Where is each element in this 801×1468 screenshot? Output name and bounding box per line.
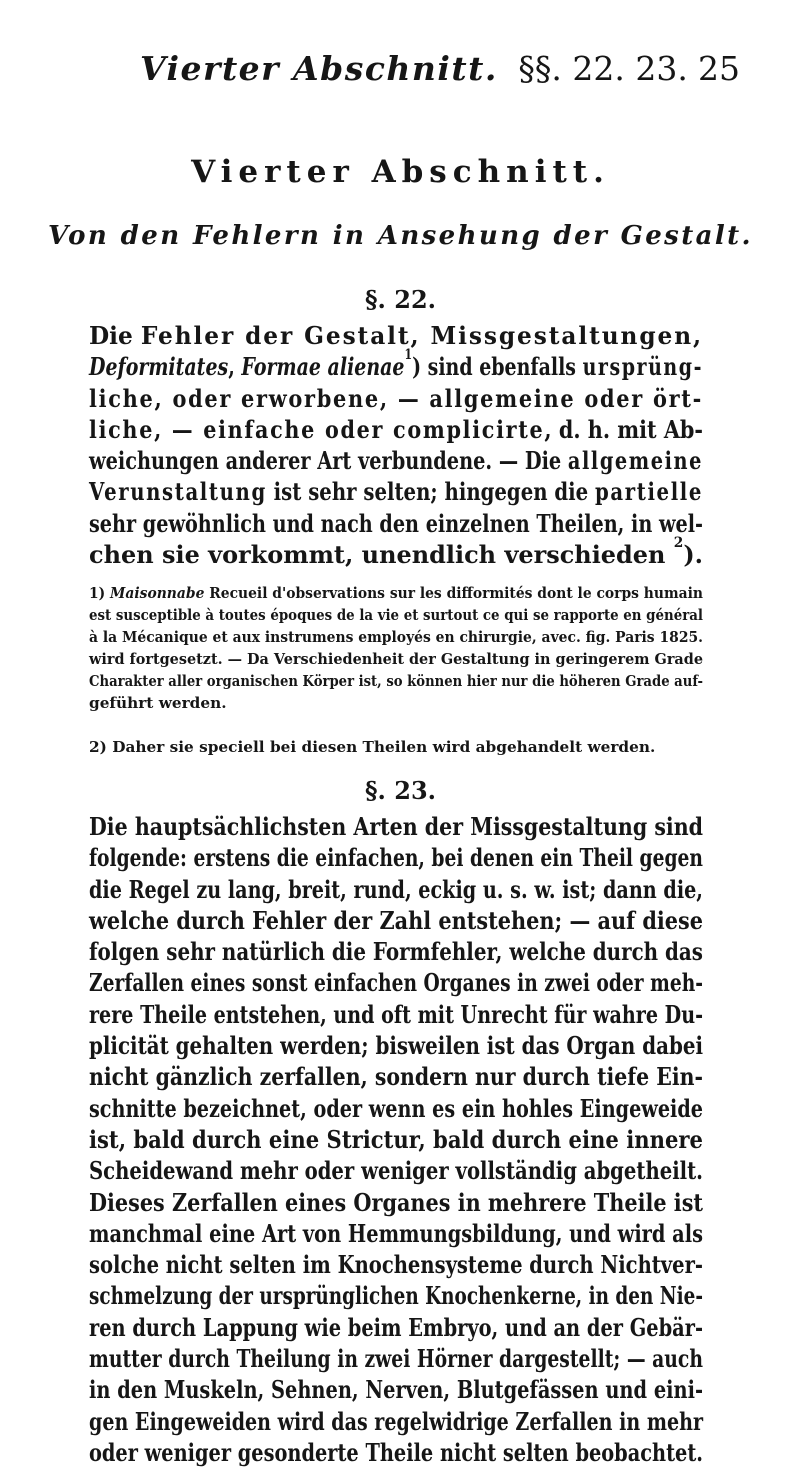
- paragraph-line: Scheidewand mehr oder weniger vollständig abgetheilt.: [89, 1156, 703, 1186]
- paragraph-line: ist, bald durch eine Strictur, bald durch eine innere: [89, 1124, 703, 1154]
- footnote-line: Charakter aller organischen Körper ist, so können hier nur die höheren Grade auf-: [89, 672, 703, 690]
- text-run: ).: [683, 540, 703, 570]
- paragraph-line: solche nicht selten im Knochensysteme durch Nichtver-: [89, 1250, 703, 1280]
- chapter-subtitle: Von den Fehlern in Ansehung der Gestalt.: [48, 221, 753, 251]
- footnote-line: [89, 582, 703, 604]
- paragraph-line: ren durch Lappung wie beim Embryo, und an der Gebär-: [89, 1312, 703, 1342]
- paragraph-line: folgende: erstens die einfachen, bei denen ein Theil gegen: [89, 843, 703, 873]
- text-run: ,: [228, 352, 242, 382]
- paragraph-line: die Regel zu lang, breit, rund, eckig u. s. w. ist; dann die,: [89, 874, 703, 904]
- emphasis-term: ursprüng-: [582, 352, 703, 382]
- paragraph-line: liche, oder erworbene, — allgemeine oder ört-: [89, 383, 703, 413]
- paragraph-line: in den Muskeln, Sehnen, Nerven, Blutgefässen und eini-: [89, 1375, 703, 1405]
- italic-term: Deformitates: [89, 352, 229, 382]
- footnote-line: geführt werden.: [89, 694, 227, 712]
- paragraph-line: [89, 476, 703, 507]
- emphasis-term: Verunstaltung: [89, 477, 267, 507]
- footnote-1: [89, 582, 703, 714]
- author-name: Maisonnabe: [110, 584, 205, 602]
- footnote-line: est susceptible à toutes époques de la vie et surtout ce qui se rapporte en général: [89, 606, 703, 624]
- paragraph-line: schmelzung der ursprünglichen Knochenkerne, in den Nie-: [89, 1281, 703, 1311]
- section-22-heading: §. 22.: [364, 285, 436, 314]
- paragraph-line: manchmal eine Art von Hemmungsbildung, und wird als: [89, 1218, 703, 1248]
- paragraph-line: Die hauptsächlichsten Arten der Missgestaltung sind: [89, 812, 703, 841]
- running-head-title: Vierter Abschnitt.: [140, 49, 498, 88]
- footnote-ref: 1: [404, 347, 413, 364]
- running-head-sections: §§. 22. 23.: [518, 49, 688, 88]
- page-number: 25: [698, 49, 740, 88]
- paragraph-line: sehr gewöhnlich und nach den einzelnen Theilen, in wel-: [89, 508, 703, 538]
- footnote-line: 2) Daher sie speciell bei diesen Theilen wird abgehandelt werden.: [89, 738, 656, 756]
- text-run: ) sind ebenfalls: [412, 352, 583, 382]
- footnote-line: à la Mécanique et aux instrumens employés en chirurgie, avec. fig. Paris 1825.: [89, 628, 703, 646]
- paragraph-line: [89, 414, 703, 445]
- paragraph-line: schnitte bezeichnet, oder wenn es ein hohles Eingeweide: [89, 1093, 703, 1123]
- running-head: [140, 44, 740, 94]
- text-run: Die: [89, 321, 141, 350]
- text-run: chen sie vorkommt, unendlich verschieden: [89, 540, 674, 570]
- paragraph-line: welche durch Fehler der Zahl entstehen; — auf diese: [89, 905, 703, 935]
- italic-term: Formae alienae: [241, 352, 405, 382]
- emphasis-term: allgemeine: [567, 446, 703, 476]
- paragraph-line: mutter durch Theilung in zwei Hörner dargestellt; — auch: [89, 1344, 703, 1374]
- paragraph-line: rere Theile entstehen, und oft mit Unrecht für wahre Du-: [89, 999, 703, 1029]
- paragraph-line: Dieses Zerfallen eines Organes in mehrere Theile ist: [89, 1187, 703, 1217]
- paragraph-line: plicität gehalten werden; bisweilen ist das Organ dabei: [89, 1031, 703, 1061]
- paragraph-line: Zerfallen eines sonst einfachen Organes in zwei oder meh-: [89, 968, 703, 998]
- paragraph-line: [89, 535, 703, 570]
- paragraph-line: oder weniger gesonderte Theile nicht selten beobachtet.: [89, 1437, 703, 1467]
- text-run: weichungen anderer Art verbundene. — Die: [89, 446, 568, 476]
- footnote-ref: 2: [673, 535, 684, 552]
- emphasis-term: liche, — einfache oder complicirte: [89, 414, 545, 444]
- emphasis-term: partielle: [595, 477, 703, 507]
- footnote-line: wird fortgesetzt. — Da Verschiedenheit der Gestaltung in geringerem Grade: [89, 650, 703, 668]
- paragraph-line: gen Eingeweiden wird das regelwidrige Zerfallen in mehr: [89, 1406, 703, 1436]
- text-run: 1): [89, 584, 111, 602]
- section-22-paragraph: [89, 320, 703, 570]
- footnote-2: [89, 736, 703, 758]
- text-run: Recueil d'observations sur les difformités dont le corps humain: [204, 584, 703, 602]
- emphasis-term: Fehler der Gestalt, Missgestaltungen,: [140, 321, 703, 350]
- chapter-title: Vierter Abschnitt.: [191, 154, 610, 190]
- paragraph-line: [89, 347, 703, 382]
- paragraph-line: [89, 320, 703, 351]
- paragraph-line: [89, 445, 703, 476]
- text-run: ist sehr selten; hingegen die: [266, 477, 596, 507]
- section-23-heading: §. 23.: [364, 776, 436, 805]
- paragraph-line: nicht gänzlich zerfallen, sondern nur durch tiefe Ein-: [89, 1062, 703, 1092]
- paragraph-line: folgen sehr natürlich die Formfehler, welche durch das: [89, 937, 703, 967]
- section-23-paragraph: [89, 811, 703, 1468]
- text-run: , d. h. mit Ab-: [544, 414, 703, 444]
